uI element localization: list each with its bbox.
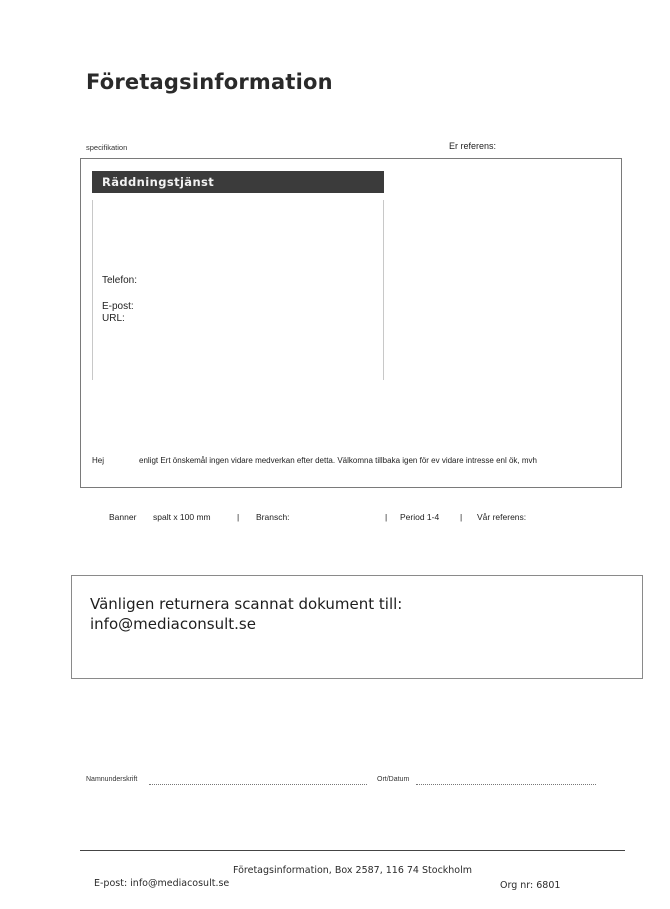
document-title: Företagsinformation <box>86 70 333 94</box>
our-reference-label: Vår referens: <box>477 512 527 522</box>
inner-box-right-line <box>383 200 384 380</box>
place-date-label: Ort/Datum <box>377 776 410 783</box>
signature-line <box>149 784 367 785</box>
banner-label: Banner <box>109 512 137 522</box>
industry-label: Bransch: <box>256 512 290 522</box>
footer-divider <box>80 850 625 851</box>
separator: | <box>237 512 240 522</box>
greeting-text: Hej <box>92 456 105 465</box>
place-date-line <box>416 784 596 785</box>
company-header-bar: Räddningstjänst <box>92 171 384 193</box>
separator: | <box>460 512 463 522</box>
footer-address: Företagsinformation, Box 2587, 116 74 Stockholm <box>232 865 473 876</box>
return-notice <box>90 594 402 634</box>
inner-box-left-line <box>92 200 93 380</box>
period-label: Period 1-4 <box>400 512 440 522</box>
footer-org-number: Org nr: 6801 <box>500 880 561 891</box>
phone-label: Telefon: <box>102 275 138 286</box>
return-notice-line: Vänligen returnera scannat dokument till: <box>90 595 403 613</box>
message-text: enligt Ert önskemål ingen vidare medverkan efter detta. Välkomna tillbaka igen för ev vidare intresse enl ök, mvh <box>139 456 537 465</box>
size-label: spalt x 100 mm <box>153 512 211 522</box>
return-email: info@mediaconsult.se <box>90 615 256 633</box>
company-info-box <box>80 158 622 488</box>
signature-label: Namnunderskrift <box>86 776 138 783</box>
specification-label: specifikation <box>86 143 128 152</box>
separator: | <box>385 512 388 522</box>
footer-email: E-post: info@mediacosult.se <box>94 878 230 889</box>
email-label: E-post: <box>102 301 134 312</box>
customer-reference-label: Er referens: <box>449 141 497 151</box>
url-label: URL: <box>102 313 125 324</box>
